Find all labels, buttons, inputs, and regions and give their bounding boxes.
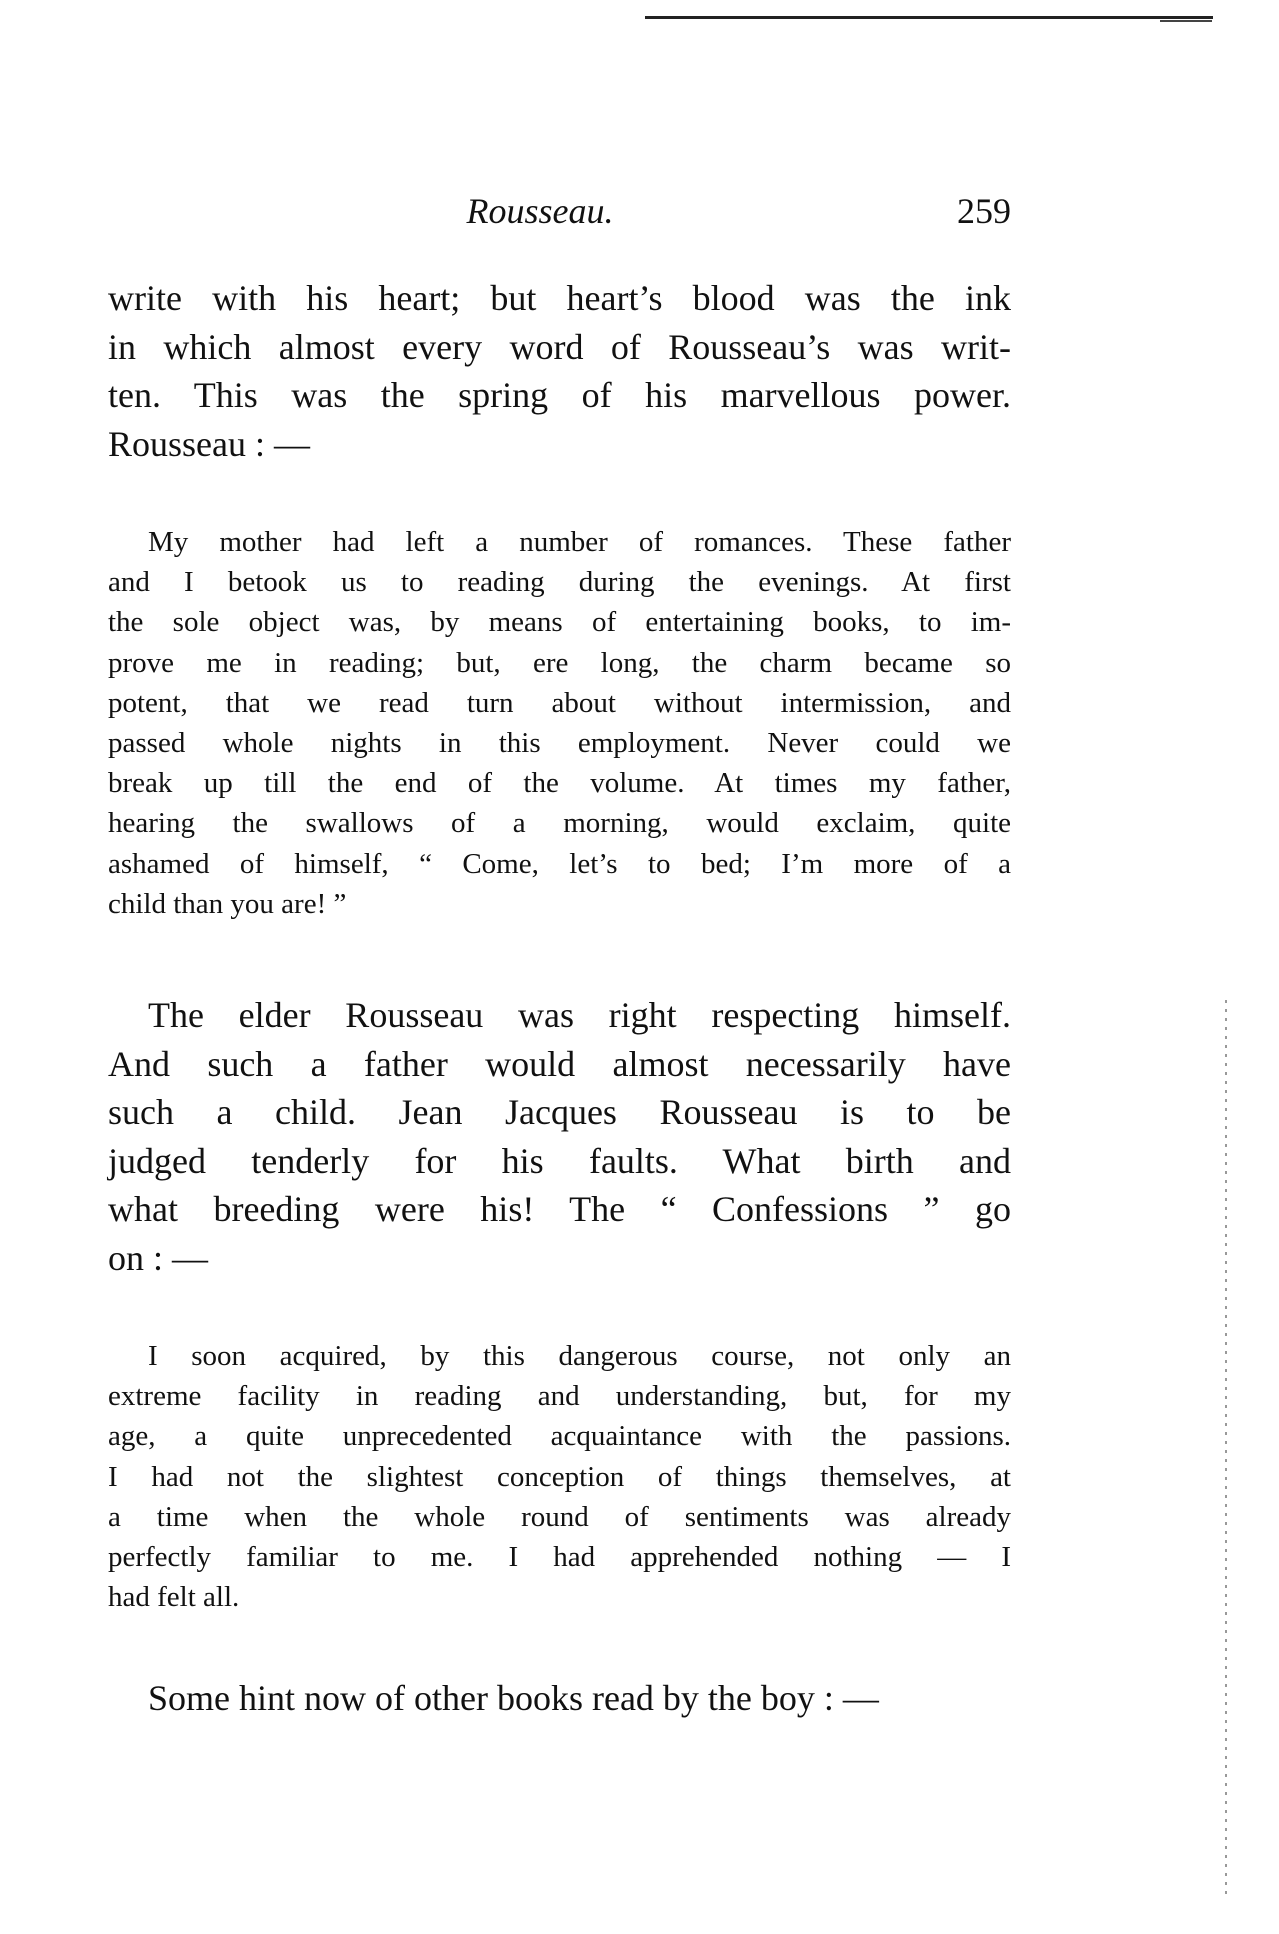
body-text-line: such a child. Jean Jacques Rousseau is to be — [108, 1092, 1011, 1132]
quotation-line: a time when the whole round of sentiments was already — [108, 1500, 1011, 1533]
top-rule-accent — [1160, 20, 1212, 22]
top-rule — [645, 16, 1213, 19]
quotation-line: hearing the swallows of a morning, would exclaim, quite — [108, 807, 1011, 840]
quotation-line: the sole object was, by means of entertaining books, to im- — [108, 606, 1011, 639]
body-text-line: Rousseau : — — [108, 423, 310, 464]
body-text-line: in which almost every word of Rousseau’s was writ- — [108, 326, 1011, 367]
quotation-line: and I betook us to reading during the evenings. At first — [108, 566, 1011, 599]
quotation-line: age, a quite unprecedented acquaintance with the passions. — [108, 1420, 1011, 1453]
running-title: Rousseau. — [466, 191, 614, 231]
page-edge-marks — [1225, 1000, 1227, 1900]
body-text-line: judged tenderly for his faults. What birth and — [108, 1140, 1011, 1181]
quotation-line: passed whole nights in this employment. Never could we — [108, 727, 1011, 759]
body-text-line: And such a father would almost necessarily have — [108, 1043, 1011, 1084]
body-text-line: ten. This was the spring of his marvellous power. — [108, 375, 1011, 415]
body-text-line: write with his heart; but heart’s blood was the ink — [108, 278, 1011, 318]
page-number: 259 — [957, 191, 1011, 231]
quotation-line: ashamed of himself, “ Come, let’s to bed; I’m more of a — [108, 847, 1011, 880]
quotation-line: I had not the slightest conception of things themselves, at — [108, 1460, 1011, 1493]
body-text-line: Some hint now of other books read by the boy : — — [148, 1678, 879, 1718]
quotation-line: had felt all. — [108, 1581, 240, 1614]
quotation-line: extreme facility in reading and understanding, but, for my — [108, 1380, 1011, 1413]
quotation-line: child than you are! ” — [108, 887, 347, 920]
quotation-line: My mother had left a number of romances. These father — [148, 526, 1011, 558]
quotation-line: I soon acquired, by this dangerous course, not only an — [148, 1340, 1011, 1372]
quotation-line: potent, that we read turn about without intermission, and — [108, 686, 1011, 719]
body-text-line: The elder Rousseau was right respecting himself. — [148, 995, 1011, 1035]
body-text-line: what breeding were his! The “ Confessions ” go — [108, 1189, 1011, 1229]
quotation-line: break up till the end of the volume. At times my father, — [108, 767, 1011, 800]
quotation-line: prove me in reading; but, ere long, the charm became so — [108, 646, 1011, 679]
quotation-line: perfectly familiar to me. I had apprehended nothing — I — [108, 1541, 1011, 1573]
body-text-line: on : — — [108, 1237, 209, 1278]
